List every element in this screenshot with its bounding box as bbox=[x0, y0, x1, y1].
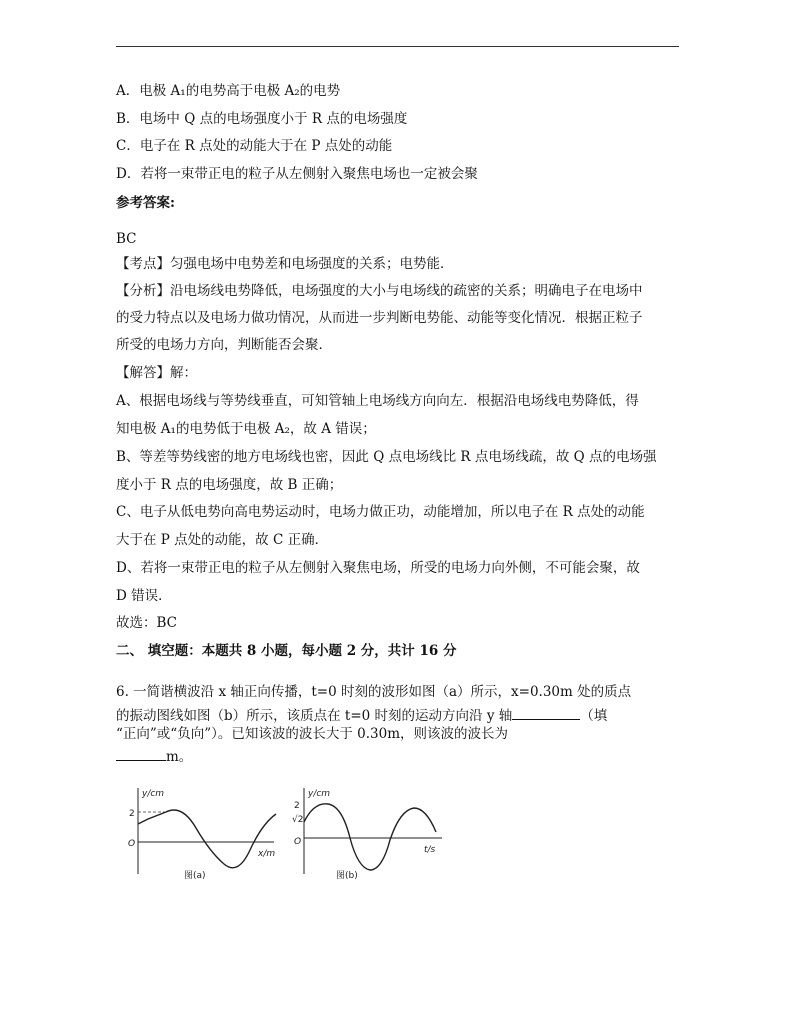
q6-line-1: 6. 一简谐横波沿 x 轴正向传播，t=0 时刻的波形如图（a）所示，x=0.30m 处的质点 bbox=[116, 684, 632, 700]
solution-line-8: D 错误． bbox=[116, 588, 172, 604]
figure-b bbox=[294, 784, 444, 884]
figure-b-wave bbox=[304, 804, 436, 870]
analysis-line-3: 所受的电场力方向，判断能否会聚． bbox=[116, 337, 332, 353]
section-title: 二、 填空题：本题共 8 小题，每小题 2 分，共计 16 分 bbox=[116, 643, 457, 659]
answer: BC bbox=[116, 231, 137, 247]
solution-line-5: C、电子从低电势向高电势运动时，电场力做正功，动能增加，所以电子在 R 点处的动能 bbox=[116, 504, 645, 520]
analysis-line-1: 【分析】沿电场线电势降低，电场强度的大小与电场线的疏密的关系；明确电子在电场中 bbox=[116, 283, 643, 299]
figure-a-tick: 2 bbox=[129, 809, 135, 819]
figure-b-xlabel: t/s bbox=[424, 845, 436, 855]
option-c: C．电子在 R 点处的动能大于在 P 点处的动能 bbox=[116, 138, 393, 154]
solution-line-2: 知电极 A₁的电势低于电极 A₂，故 A 错误； bbox=[116, 421, 376, 437]
figure-b-caption: 图(b) bbox=[336, 871, 358, 881]
solution-line-4: 度小于 R 点的电场强度，故 B 正确； bbox=[116, 477, 343, 493]
option-d: D．若将一束带正电的粒子从左侧射入聚焦电场也一定被会聚 bbox=[116, 166, 478, 182]
wave-figures bbox=[126, 784, 446, 884]
figure-a bbox=[126, 784, 276, 884]
q6-line-4 bbox=[116, 746, 192, 766]
q6-line-3: “正向”或“负向”）。已知该波的波长大于 0.30m，则该波的波长为 bbox=[116, 726, 509, 742]
solution-line-3: B、等差等势线密的地方电场线也密，因此 Q 点电场线比 R 点电场线疏，故 Q 点的电场强 bbox=[116, 449, 657, 465]
figure-a-caption: 图(a) bbox=[184, 871, 206, 881]
analysis-line-2: 的受力特点以及电场力做功情况，从而进一步判断电势能、动能等变化情况．根据正粒子 bbox=[116, 310, 643, 326]
q6-line-4-tail: m。 bbox=[166, 749, 193, 765]
answer-heading: 参考答案: bbox=[116, 195, 175, 211]
figure-a-wave bbox=[138, 810, 276, 868]
figure-a-ylabel: y/cm bbox=[142, 789, 165, 799]
wavelength-blank[interactable] bbox=[116, 746, 166, 761]
figure-b-tick: 2 bbox=[294, 801, 300, 811]
q6-line-2-text: 的振动图线如图（b）所示，该质点在 t=0 时刻的运动方向沿 y 轴 bbox=[116, 708, 513, 724]
figure-a-origin: O bbox=[128, 839, 136, 849]
solution-line-7: D、若将一束带正电的粒子从左侧射入聚焦电场，所受的电场力向外侧，不可能会聚，故 bbox=[116, 560, 640, 576]
solution-line-1: A、根据电场线与等势线垂直，可知管轴上电场线方向向左．根据沿电场线电势降低，得 bbox=[116, 393, 639, 409]
figure-b-ylabel: y/cm bbox=[308, 789, 331, 799]
option-b: B．电场中 Q 点的电场强度小于 R 点的电场强度 bbox=[116, 111, 408, 127]
conclusion: 故选：BC bbox=[116, 615, 178, 631]
solution-heading: 【解答】解： bbox=[116, 365, 197, 381]
figure-a-xlabel: x/m bbox=[258, 849, 276, 859]
q6-line-2 bbox=[116, 705, 607, 725]
direction-blank[interactable] bbox=[512, 705, 580, 720]
option-a: A．电极 A₁的电势高于电极 A₂的电势 bbox=[116, 83, 341, 99]
figure-b-tick2: √2 bbox=[292, 815, 304, 825]
figure-b-origin: O bbox=[294, 837, 302, 847]
q6-line-2-tail: （填 bbox=[580, 708, 608, 724]
solution-line-6: 大于在 P 点处的动能，故 C 正确． bbox=[116, 532, 329, 548]
kaodian: 【考点】匀强电场中电势差和电场强度的关系；电势能． bbox=[116, 256, 454, 272]
header-rule bbox=[116, 46, 679, 47]
